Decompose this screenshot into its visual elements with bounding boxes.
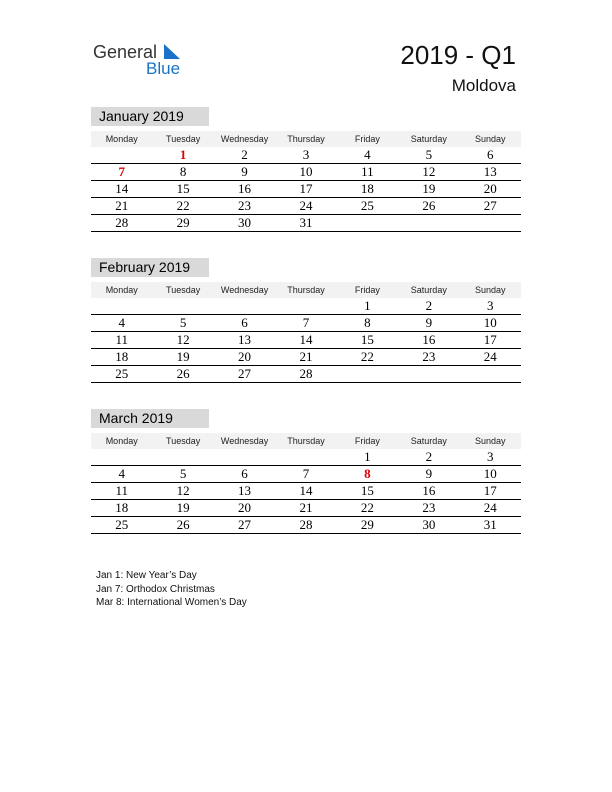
day-cell: 12 xyxy=(176,332,190,347)
weekday-label: Saturday xyxy=(410,436,447,446)
weekday-header-row xyxy=(91,131,521,147)
day-cell: 27 xyxy=(483,198,497,213)
day-cell: 22 xyxy=(176,198,190,213)
weekday-label: Tuesday xyxy=(166,436,201,446)
day-cell: 4 xyxy=(118,466,125,481)
weekday-header-row xyxy=(91,282,521,298)
weekday-label: Wednesday xyxy=(220,285,269,295)
day-cell: 23 xyxy=(238,198,252,213)
day-cell: 14 xyxy=(299,483,313,498)
weekday-label: Thursday xyxy=(287,285,325,295)
day-cell: 3 xyxy=(302,147,310,162)
weekday-label: Monday xyxy=(105,285,138,295)
weekday-label: Thursday xyxy=(287,436,325,446)
weekday-label: Friday xyxy=(354,436,380,446)
day-cell: 14 xyxy=(299,332,313,347)
day-cell: 30 xyxy=(238,215,252,230)
day-cell: 19 xyxy=(422,181,436,196)
weekday-label: Monday xyxy=(105,436,138,446)
day-cell: 28 xyxy=(299,366,313,381)
day-cell: 14 xyxy=(115,181,129,196)
week-row xyxy=(91,449,521,466)
day-cell: 19 xyxy=(176,500,190,515)
day-cell: 4 xyxy=(118,315,125,330)
week-row xyxy=(91,517,521,534)
weekday-label: Wednesday xyxy=(220,134,269,144)
day-cell: 18 xyxy=(360,181,374,196)
day-cell: 15 xyxy=(360,483,374,498)
day-cell: 10 xyxy=(483,315,497,330)
day-cell: 20 xyxy=(238,349,252,364)
day-cell: 13 xyxy=(238,332,252,347)
day-cell: 10 xyxy=(299,164,313,179)
day-cell: 9 xyxy=(425,315,433,330)
day-cell: 23 xyxy=(422,349,436,364)
day-cell: 6 xyxy=(486,147,494,162)
day-cell: 26 xyxy=(422,198,436,213)
week-row xyxy=(91,198,521,215)
day-cell: 22 xyxy=(360,349,374,364)
logo-triangle-icon xyxy=(164,44,180,59)
day-cell: 11 xyxy=(115,483,128,498)
day-cell: 20 xyxy=(238,500,252,515)
weekday-label: Sunday xyxy=(474,436,506,446)
weekday-label: Sunday xyxy=(474,285,506,295)
day-cell: 7 xyxy=(302,466,310,481)
day-cell: 6 xyxy=(241,315,248,330)
day-cell: 31 xyxy=(483,517,497,532)
holiday-notes xyxy=(96,569,247,610)
day-cell: 21 xyxy=(115,198,129,213)
day-cell: 20 xyxy=(483,181,497,196)
logo-blue-text: Blue xyxy=(146,59,181,78)
day-cell: 19 xyxy=(176,349,190,364)
day-cell: 21 xyxy=(299,349,313,364)
day-cell: 29 xyxy=(360,517,374,532)
logo-general-text: General xyxy=(93,42,158,62)
day-cell: 22 xyxy=(360,500,374,515)
week-row xyxy=(91,349,521,366)
day-cell: 9 xyxy=(241,164,248,179)
week-row xyxy=(91,332,521,349)
day-cell: 16 xyxy=(422,483,436,498)
day-cell: 8 xyxy=(364,315,371,330)
week-row xyxy=(91,147,521,164)
weekday-label: Saturday xyxy=(410,134,447,144)
weekday-label: Tuesday xyxy=(166,285,201,295)
day-cell: 1 xyxy=(364,449,371,464)
day-cell: 15 xyxy=(176,181,190,196)
day-cell: 24 xyxy=(299,198,313,213)
month-calendar xyxy=(91,409,521,534)
day-cell: 15 xyxy=(360,332,374,347)
day-cell: 6 xyxy=(241,466,248,481)
day-cell: 25 xyxy=(115,517,129,532)
day-cell: 16 xyxy=(422,332,436,347)
day-cell: 11 xyxy=(361,164,374,179)
day-cell: 26 xyxy=(176,517,190,532)
day-cell: 24 xyxy=(483,349,497,364)
day-cell: 1 xyxy=(179,147,187,162)
page-title: 2019 - Q1 xyxy=(400,40,516,70)
week-row xyxy=(91,315,521,332)
day-cell: 12 xyxy=(422,164,436,179)
day-cell: 7 xyxy=(302,315,310,330)
day-cell: 8 xyxy=(364,466,371,481)
day-cell: 3 xyxy=(486,449,494,464)
day-cell: 30 xyxy=(422,517,436,532)
day-cell: 9 xyxy=(425,466,433,481)
week-row xyxy=(91,466,521,483)
day-cell: 25 xyxy=(360,198,374,213)
day-cell: 31 xyxy=(299,215,313,230)
week-row xyxy=(91,181,521,198)
day-cell: 27 xyxy=(238,366,252,381)
weekday-header-row xyxy=(91,433,521,449)
country-name: Moldova xyxy=(451,76,516,95)
day-cell: 27 xyxy=(238,517,252,532)
day-cell: 5 xyxy=(179,466,187,481)
month-calendar xyxy=(91,258,521,383)
weekday-label: Saturday xyxy=(410,285,447,295)
day-cell: 17 xyxy=(483,483,497,498)
weekday-label: Friday xyxy=(354,285,380,295)
week-row xyxy=(91,164,521,181)
day-cell: 21 xyxy=(299,500,313,515)
day-cell: 10 xyxy=(483,466,497,481)
day-cell: 25 xyxy=(115,366,129,381)
day-cell: 18 xyxy=(115,500,129,515)
weekday-label: Wednesday xyxy=(220,436,269,446)
month-name: January 2019 xyxy=(91,107,209,126)
day-cell: 28 xyxy=(115,215,129,230)
day-cell: 5 xyxy=(425,147,433,162)
week-row xyxy=(91,500,521,517)
day-cell: 13 xyxy=(483,164,497,179)
weekday-label: Tuesday xyxy=(166,134,201,144)
holiday-note: Jan 7: Orthodox Christmas xyxy=(96,583,215,595)
day-cell: 8 xyxy=(179,164,187,179)
day-cell: 24 xyxy=(483,500,497,515)
day-cell: 12 xyxy=(176,483,190,498)
day-cell: 28 xyxy=(299,517,313,532)
weekday-label: Friday xyxy=(354,134,380,144)
day-cell: 2 xyxy=(425,298,433,313)
day-cell: 2 xyxy=(241,147,248,162)
day-cell: 7 xyxy=(118,164,125,179)
day-cell: 16 xyxy=(238,181,252,196)
day-cell: 26 xyxy=(176,366,190,381)
day-cell: 1 xyxy=(364,298,371,313)
day-cell: 3 xyxy=(486,298,494,313)
day-cell: 29 xyxy=(176,215,190,230)
month-name: March 2019 xyxy=(91,409,209,428)
weekday-label: Thursday xyxy=(287,134,325,144)
day-cell: 4 xyxy=(364,147,371,162)
day-cell: 18 xyxy=(115,349,129,364)
holiday-note: Jan 1: New Year’s Day xyxy=(96,570,197,581)
day-cell: 2 xyxy=(425,449,433,464)
day-cell: 11 xyxy=(115,332,128,347)
week-row xyxy=(91,483,521,500)
day-cell: 23 xyxy=(422,500,436,515)
day-cell: 5 xyxy=(179,315,187,330)
month-calendar xyxy=(91,107,521,232)
month-name: February 2019 xyxy=(91,258,209,277)
day-cell: 17 xyxy=(483,332,497,347)
week-row xyxy=(91,298,521,315)
day-cell: 13 xyxy=(238,483,252,498)
day-cell: 17 xyxy=(299,181,313,196)
holiday-note: Mar 8: International Women’s Day xyxy=(96,597,247,608)
week-row xyxy=(91,366,521,383)
weekday-label: Monday xyxy=(105,134,138,144)
logo xyxy=(93,40,193,80)
weekday-label: Sunday xyxy=(474,134,506,144)
week-row xyxy=(91,215,521,232)
